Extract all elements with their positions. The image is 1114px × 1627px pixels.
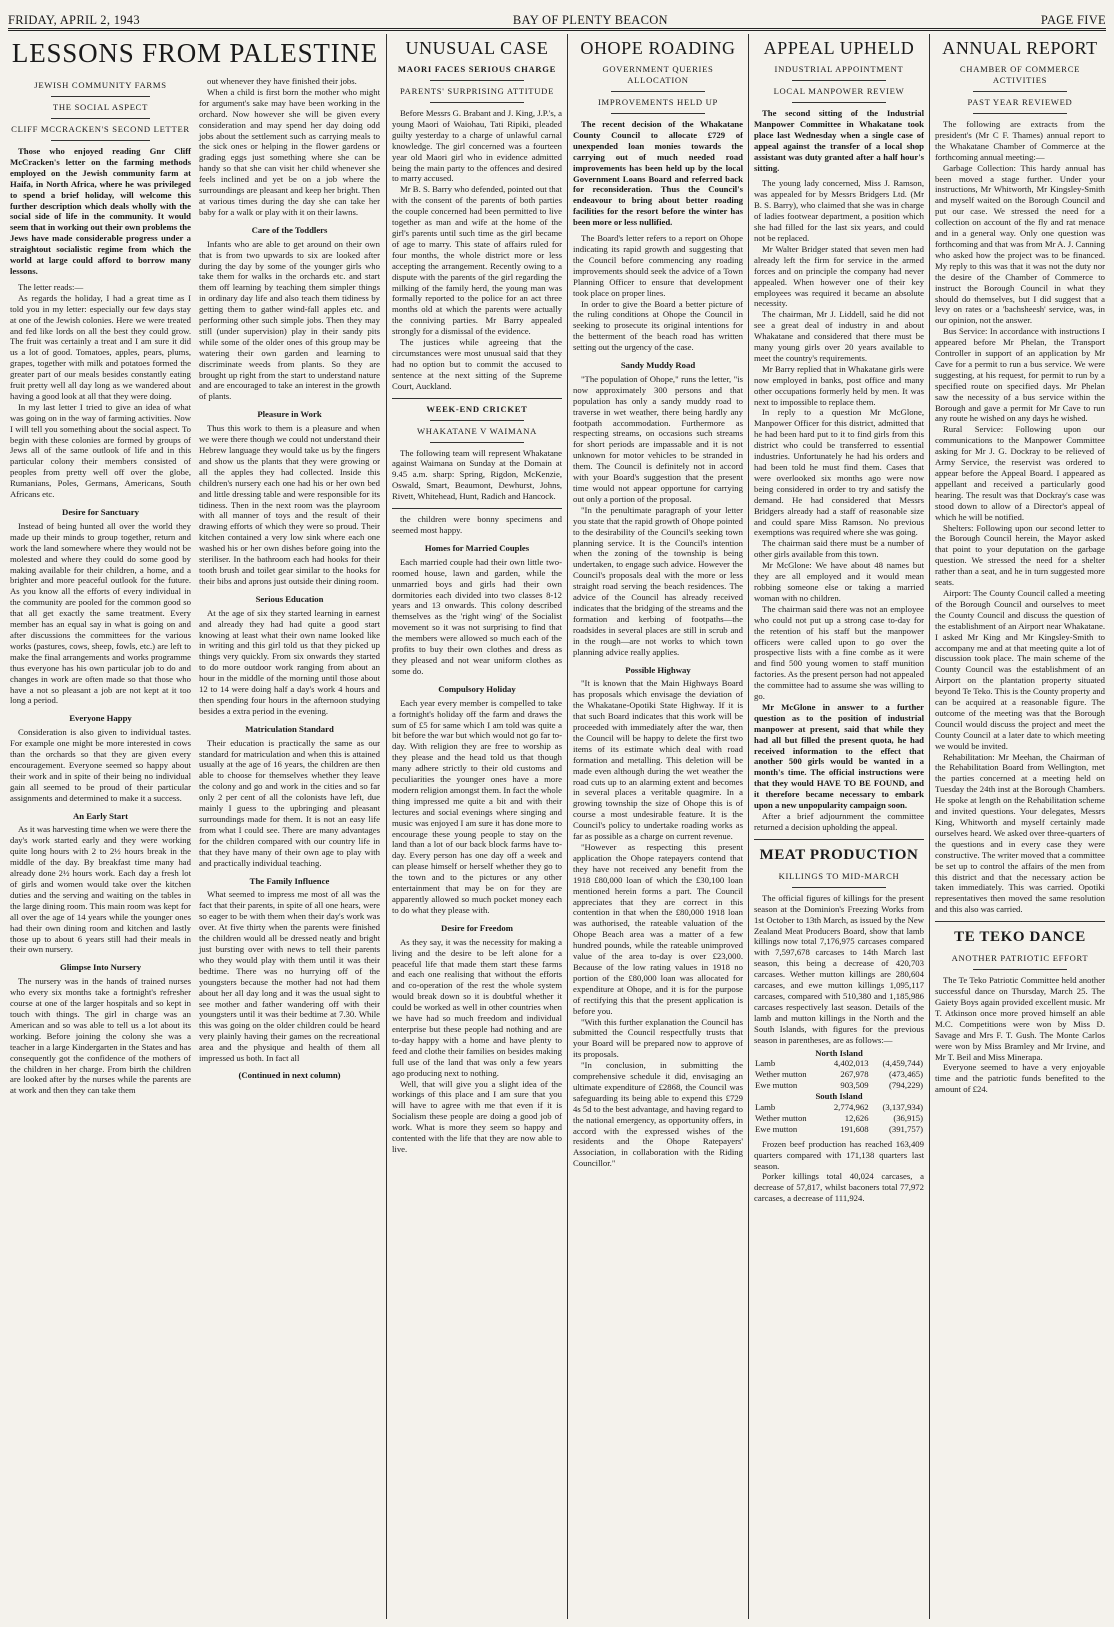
ohope-subhead-1: GOVERNMENT QUERIES ALLOCATION <box>602 64 714 85</box>
section-heading: Homes for Married Couples <box>424 542 530 553</box>
killings-row <box>754 1058 924 1069</box>
divider <box>611 91 705 92</box>
paragraph: What seemed to impress me most of all was the fact that their parents, in spite of all one hears, were so eager to be with them when their day's work was over. At five thirty when the parents were finished the children would all be dressed neatly and bright just bursting over with news to tell their parents who they would play with them until it was their bedtime. There was no hurrying off of the youngsters because the mother had not had them about her all day long and it was the usual sight to see mother and father wandering off with their youngsters until it was their bedtime at 7.30. While this was going on the older children could be heard very plainly having their games on the recreational area and the physique and health of them all impressed us both. In fact all <box>199 889 380 1064</box>
paragraph: The Te Teko Patriotic Committee held another successful dance on Thursday, March 25. The Gaiety Boys again provided excellent music. Mr T. Atkinson once more proved himself an able M.C. Competitions were won by Miss D. Savage and Mrs F. T. Gush. The Monte Carlos were won by Miss Bramley and Mr Irvine, and Mr T. Beil and Miss Minerapa. <box>935 975 1105 1062</box>
paragraph: "It is known that the Main Highways Board has proposals which envisage the deviation of the Whakatane-Opotiki State Highway. If it is that such Board indicates that this work will be proceeded with immediately after the war, then the Council will be happy to delete the first two items of its estimate which deal with road formation and metalling. This deletion will be made even although during the wet weather the road cuts up to an alarming extent and becomes in several places a veritable quagmire. In a growing township the size of Ohope this is of course a most undesirable feature. It is the Council's policy to undertake roading works as far as possible as a charge on current revenue. <box>573 678 743 842</box>
divider <box>935 921 1105 922</box>
divider <box>430 102 524 103</box>
killings-prev: (3,137,934) <box>882 1102 923 1113</box>
divider <box>611 113 705 114</box>
section-heading: Glimpse Into Nursery <box>59 962 142 973</box>
divider <box>973 91 1067 92</box>
divider <box>792 887 886 888</box>
paragraph: The chairman said there must be a number of other girls available from this town. <box>754 538 924 560</box>
column-rule <box>567 34 568 1619</box>
paragraph: Shelters: Following upon our second letter to the Borough Council herein, the Mayor asked that point to your deputation on the garbage question. We stressed the need for a shelter rather than a seat, and he in turn suggested more seats. <box>935 522 1105 588</box>
annual-subhead-2: PAST YEAR REVIEWED <box>967 97 1073 107</box>
divider <box>392 508 562 509</box>
paragraph: As it was harvesting time when we were there the day's work started early and they were working quite long hours with 2 to 2½ hours break in the middle of the day. By breakfast time many had already done 2½ hours work. Each day a fresh lot of girls and women would take over the kitchen duties and the serving and waiting on the tables in the large dining room. This main room was kept for all over the age of 14 years while the younger ones had their own dining room and kitchen and lastly those up to about 6 years still had their meals in their own nursery. <box>10 824 191 955</box>
paragraph: In order to give the Board a better picture of the ruling conditions at Ohope the Council in seeking to prosecute its original intentions for the betterment of the beach road has written setting out the urgency of the case. <box>573 298 743 353</box>
killings-value: 191,608 <box>840 1123 869 1134</box>
killings-row <box>754 1124 924 1135</box>
ohope-headline: OHOPE ROADING <box>580 38 736 58</box>
killings-value: 12,626 <box>844 1112 869 1123</box>
paragraph: As they say, it was the necessity for making a living and the desire to be left alone for a peaceful life that made them start these farms and each one realising that without the efforts and co-operation of the rest the whole system would break down so it is doubtful whether it could be worked as well in other countries when we have had so much freedom and individual enterprise but these people had nothing and are to-day happy with a home and have plenty to feed and clothe their families on besides making full use of the land that was only a few years ago producing next to nothing. <box>392 936 562 1078</box>
section-heading: Care of the Toddlers <box>251 224 328 235</box>
paragraph: The chairman, Mr J. Liddell, said he did not see a great deal of industry in and about Whakatane and considered that there must be many young girls over 20 years available to meet the country's requirements. <box>754 309 924 363</box>
paragraph: Garbage Collection: This hardy annual has been moved a stage further. Under your instructions, Mr Whitworth, Mr Kingsley-Smith and myself waited on the Borough Council and put our case. We stressed the need for a collection on account of the fly and rat menace and in a general way. Only one question was forthcoming and that was from Mr A. J. Canning who asked how the project was to be financed. My reply to this was that it was not the duty nor the desire of the Chamber of Commerce to instruct the Borough Council in what they should do themselves, but I did suggest that a levy on rates or a 'bachsheesh' service, was, in our opinion, not the answer. <box>935 162 1105 326</box>
section-heading: Everyone Happy <box>69 713 132 724</box>
killings-row <box>754 1102 924 1113</box>
column-rule <box>748 34 749 1619</box>
killings-prev: (391,757) <box>888 1123 923 1134</box>
palestine-subhead-2: THE SOCIAL ASPECT <box>52 102 149 112</box>
palestine-col-2 <box>199 76 380 1096</box>
meat-headline: MEAT PRODUCTION <box>759 846 919 863</box>
south-island-label: South Island <box>815 1091 863 1102</box>
ohope-lead: The recent decision of the Whakatane County Council to allocate £729 of unexpended loan monies towards the carrying out of much needed road improvements has been held up by the local Government Loans Board and referred back for reconsideration. Thus the Council's endeavour to bring about better roading facilities for the resort before the winter has been more or less nullified. <box>573 119 743 228</box>
palestine-lead: Those who enjoyed reading Gnr Cliff McCracken's letter on the farming methods employed on the Jewish community farm at Haifa, in North Africa, where he was privileged to spend a brief holiday, will welcome this further description which deals wholly with the social side of life in the community. It would seem that in working out their own problems the Jews have made considerable progress under a straightout socialistic regime from which the world at large could afford to borrow many lessons. <box>10 146 191 276</box>
paragraph: The official figures of killings for the present season at the Dominion's Freezing Works from 1st October to 13th March, as issued by the New Zealand Meat Producers Board, show that lamb killings now total 7,176,975 carcases compared with 7,597,678 carcases to 14th March last season, this being a decrease of 420,703 carcases. Wether mutton killings are 280,604 carcases, and ewe mutton killings 1,095,117 carcases, compared with 510,380 and 1,185,986 carcases respectively last season. Details of the lamb and mutton killings in the North and the South Islands, with figures for the previous season in parentheses, are as follows:— <box>754 892 924 1045</box>
paper-name: BAY OF PLENTY BEACON <box>512 13 668 27</box>
paragraph: "In the penultimate paragraph of your letter you state that the rapid growth of Ohope pointed to the desirability of the Council's seeking town planning service. It is the Council's intention when the zoning of the township is being undertaken, to engage such advice. However the Council's proposals deal with the more or less straight road serving the beach residences. The advice of the Council has already received indicates that the bridging of the streams and the formation and kerbing of footpaths—the roadsides in several places are still in scrub and in the rough—are not works to which town planning advice really applies. <box>573 504 743 657</box>
unusual-case-headline: UNUSUAL CASE <box>405 38 549 58</box>
paragraph: The Board's letter refers to a report on Ohope indicating its rapid growth and suggesting that the Council before commencing any roading improvements should seek the advice of a Town Planning Officer to ensure that development took place on proper lines. <box>573 233 743 298</box>
paragraph: Everyone seemed to have a very enjoyable time and the patriotic funds benefited to the amount of £24. <box>935 1062 1105 1095</box>
paragraph: The nursery was in the hands of trained nurses who every six months take a fortnight's refresher course at one of the larger hospitals and so kept in touch with things. The girl in charge was an American and so was able to tell us a lot about its working. Before joining the colony she was a teacher in a large Kindergarten in the States and has consequently got the confidence of the mothers of the children in her charge. From birth the children are looked after by the nurses while the parents are at work and then they can take them <box>10 976 191 1096</box>
divider <box>792 102 886 103</box>
killings-value: 4,402,013 <box>833 1058 869 1069</box>
divider <box>754 839 924 840</box>
paragraph: The young lady concerned, Miss J. Ramson, was appealed for by Messrs Bridgers Ltd. (Mr B. S. Barry), who claimed that she was in charge of ladies footwear department, a position which she had filled for the last six years, and could not be replaced. <box>754 178 924 243</box>
killings-value: 2,774,962 <box>833 1102 869 1113</box>
killings-item: Lamb <box>755 1058 776 1069</box>
paragraph: The letter reads:— <box>18 281 84 292</box>
paragraph: The following team will represent Whakatane against Waimana on Sunday at the Domain at 9.45 a.m. sharp: Spring, Rigdon, McKenzie, Oswald, Smart, Beaumont, Dewhurst, Johns, Rivett, Whitehead, Hunt, Radich and Hancock. <box>392 447 562 502</box>
paragraph: Each year every member is compelled to take a fortnight's holiday off the farm and draws the sum of £5 for same which I am told was quite a bit before the war but which would not go far to-day. With religion they are free to worship as they please and the head told us that though many adhere strictly to their old customs and peculiarities the younger ones have a more modern religion amongst them. In fact the whole thing impressed me quite a bit and with their lectures and social evenings where singing and music was enjoyed I am sure it has done more to encourage these young people to stay on the land than a lot of our back block farms have to-day. Every person has one day off a week and can please himself or herself whether they go to the town and to the pictures or any other entertainment that may be on for they are apparently allowed so much pocket money each to do what they please with. <box>392 697 562 915</box>
paragraph: Porker killings total 40,024 carcases, a decrease of 57,817, whilst baconers total 77,972 carcases, a decrease of 111,924. <box>754 1171 924 1204</box>
paragraph: "In conclusion, in submitting the comprehensive schedule it did, envisaging an ultimate expenditure of £2868, the Council was safeguarding its being able to expend this £729 4s 5d to the best advantage, and having regard to the national emergency, as opportunity offers, in accord with the expressed wishes of the residents and the Ohope Ratepayers' Association, in collaboration with the Riding Councillor." <box>573 1060 743 1169</box>
masthead <box>8 6 1106 28</box>
paragraph: "With this further explanation the Council has submitted the Council respectfully trusts that your Board will be prepared now to approve of its proposals. <box>573 1016 743 1060</box>
paragraph: out whenever they have finished their jobs. <box>207 76 357 86</box>
appeal-lead: The second sitting of the Industrial Manpower Committee in Whakatane took place last Wednesday when a single case of appeal against the transfer of a local shop assistant was duty granted after a half hour's sitting. <box>754 108 924 173</box>
divider <box>430 80 524 81</box>
cricket-subhead: WHAKATANE V WAIMANA <box>416 425 538 436</box>
paragraph: Mr Barry replied that in Whakatane girls were now employed in banks, post office and many other occupations formerly held by men. It was next to impossible to replace them. <box>754 363 924 407</box>
paragraph: Their education is practically the same as our standard for matriculation and when this is attained usually at the age of 16 years, the children are then able to choose for themselves whether they leave the colony and go and work in the cities and so far only 2 per cent of all the colonists have left, due mainly I guess to the upbringing and pleasant surroundings made for them. It is not an easy life from what I could see. There are many advantages for the children compared with our country life in that they have many of their own age to play with and practically individual teaching. <box>199 737 380 868</box>
appeal-headline: APPEAL UPHELD <box>763 38 915 58</box>
column-5 <box>754 34 924 1619</box>
appeal-subhead-1: INDUSTRIAL APPOINTMENT <box>774 64 904 74</box>
paragraph: Instead of being hunted all over the world they made up their minds to group together, return and work the land somewhere where they would not be molested and where they could do some good by making available for their children, a home, and a brighter and more peaceful outlook for the future. As you know all the efforts of every individual in the community are pooled for the common good so that all get exactly the same treatment. Every member has an equal say in what is going on and after discussions the committees for the various works (pastures, cows, sheep, fowls, etc.) are left to make the final arrangements and works programme thus everyone has his own particular job to do and changes in work are often made so that those who have a not so pleasant a job are not kept at it too long a period. <box>10 520 191 706</box>
section-heading: The Family Influence <box>249 875 330 886</box>
annual-report-headline: ANNUAL REPORT <box>942 38 1098 58</box>
page-number: PAGE FIVE <box>1040 13 1106 27</box>
paragraph: the children were bonny specimens and seemed most happy. <box>392 514 562 535</box>
divider <box>973 113 1067 114</box>
meat-subhead: KILLINGS TO MID-MARCH <box>778 870 900 881</box>
te-teko-headline: TE TEKO DANCE <box>954 929 1086 946</box>
paragraph: Well, that will give you a slight idea of the workings of this place and I am sure that you will have to agree with me that even if it is Socialism these people are doing a good job of work. What is more they seem so happy and contented with the life that they are now able to live. <box>392 1078 562 1154</box>
paragraph: Thus this work to them is a pleasure and when we were there though we could not understand their Hebrew language they would take us by the fingers and show us the plants that they were growing or all the apples they had collected. Inside this children's nursery each one had his or her own bed and little dressing table and were responsible for its tidiness. Then in the next room was the playroom with all manner of toys and the result of their drawing efforts of which they were so proud. Their kitchen contained a very low sink where each one washed his or her own dishes before going into the steriliser. In the bathroom each had hooks for their tooth brush and toilet gear similar to the hooks for their bibs and aprons just outside their dining room. <box>199 423 380 586</box>
section-heading: Compulsory Holiday <box>438 683 516 694</box>
paragraph: Consideration is also given to individual tastes. For example one might be more interested in cows than the orchards so that they are given every encouragement. Everyone seemed so happy about their work and in spite of their being no individual gain all seemed to be proud of their particular assignments and determined to make it a success. <box>10 727 191 803</box>
killings-value: 267,978 <box>840 1069 869 1080</box>
divider <box>51 140 151 141</box>
section-heading: Pleasure in Work <box>257 409 322 420</box>
paragraph: Each married couple had their own little two-roomed house, lawn and garden, while the unmarried boys and girls had their own dormitories each divided into two classes 8-12 years and 13 onwards. This colony described themselves as the 'right wing' of the Socialist movement so it was not surprising to find that the members were allowed so much each of the profits to buy their own clothes and dress as they pleased and not wear uniform clothes as some do. <box>392 556 562 676</box>
paragraph: "However as respecting this present application the Ohope ratepayers contend that they have not received any benefit from the 1918 £80,000 loan of which the £30,100 loan mentioned herein forms a part. The Council appreciates that they are correct in this contention in that when the £80,000 1918 loan was authorised, the rateable valuation of the Ohope Beach area was a matter of a few hundred pounds, while the rateable unimproved value of the area to-day is over £23,000. Because of the low rating values in 1918 no portion of the £80,000 loan was allocated for expenditure at Ohope, and it is for the purpose of rectifying this that the present application is before you. <box>573 842 743 1016</box>
palestine-subhead-1: JEWISH COMMUNITY FARMS <box>34 80 167 90</box>
divider <box>392 398 562 399</box>
divider <box>792 80 886 81</box>
killings-item: Wether mutton <box>755 1112 807 1123</box>
masthead-rule <box>8 28 1106 31</box>
appeal-subhead-2: LOCAL MANPOWER REVIEW <box>773 86 905 96</box>
section-heading: Serious Education <box>255 593 324 604</box>
section-heading: Sandy Muddy Road <box>620 360 696 371</box>
north-island-label: North Island <box>815 1047 863 1058</box>
killings-table <box>754 1048 924 1135</box>
paragraph: The following are extracts from the president's (Mr C F. Thames) annual report to the Whakatane Chamber of Commerce at the forthcoming annual meeting:— <box>935 119 1105 162</box>
palestine-headline: LESSONS FROM PALESTINE <box>11 38 379 68</box>
section-heading: An Early Start <box>72 810 129 821</box>
paragraph: Mr B. S. Barry who defended, pointed out that with the consent of the parents of both parties the couple concerned had been permitted to live together as man and wife at the home of the girl's parents until such time as the girl became of age to marry. This state of affairs ruled for four months, the whole district more or less accepting the arrangement. Recently owing to a dispute with the parents of the girl regarding the milking of the family herd, the young man was formally reported to the police for an act three months old at which the parents were actually the conniving parties. Mr Barry appealed strongly for a dismissal of the evidence. <box>392 184 562 337</box>
cricket-headline: WEEK-END CRICKET <box>426 403 528 414</box>
column-rule <box>386 34 387 1619</box>
paragraph: Bus Service: In accordance with instructions I appeared before Mr Phelan, the Transport Controller in support of an application by Mr Cave for a permit to run a bus service. We were suggesting, at his request, for permit to run by a specified route on specified days. Mr Phelan saw the necessity of a bus service within the Borough and gave a permit for Mr Cave to run any route he wished on any days he wished. <box>935 326 1105 424</box>
paragraph: Airport: The County Council called a meeting of the Borough Council and ourselves to meet the County Council and discuss the question of the establishment of an Airport near Whakatane. I asked Mr King and Mr Kingsley-Smith to accompany me and at that meeting quite a lot of discussion took place. The main scheme of the County Council was the establishment of an Airport on the plantation property situated beyond Te Teko. This is the County property and can be acquired at a reasonable figure. The outcome of the meeting was that the Borough Council would discuss the project and meet the County Council at a later date to which meeting we would be invited. <box>935 587 1105 751</box>
unusual-case-subhead-2: PARENTS' SURPRISING ATTITUDE <box>399 86 555 96</box>
killings-prev: (4,459,744) <box>882 1058 923 1069</box>
divider <box>973 969 1067 970</box>
paragraph: Rural Service: Following upon our communications to the Manpower Committee asking for Mr J. G. Dockray to be relieved of Army Service, the reservist was ordered to appear before the Appeal Board. I appeared as appellant and received a particularly good hearing. The result was that Dockray's case was stood down to allow of a Director's appeal of which he will be notified. <box>935 424 1105 522</box>
section-heading: Desire for Freedom <box>441 922 513 933</box>
killings-item: Lamb <box>755 1102 776 1113</box>
continued-note: (Continued in next column) <box>238 1069 341 1080</box>
paragraph: At the age of six they started learning in earnest and already they had had quite a good start knowing at least what their own name looked like in writing and this girl told us that they picked up things very quickly. From six onwards they started to do more outdoor work ranging from about an hour in the middle of the morning until those about 12 to 14 were doing half a day's work 4 hours and then spending four hours in the afternoon studying besides a extra period in the evening. <box>199 607 380 716</box>
palestine-col-1 <box>10 76 191 1096</box>
paragraph: Frozen beef production has reached 163,409 quarters compared with 171,138 quarters last season. <box>754 1138 924 1171</box>
killings-item: Wether mutton <box>755 1069 807 1080</box>
column-6 <box>935 34 1105 1619</box>
paragraph: The chairman said there was not an employee who could not put up a strong case to-day for the retention of his staff but the manpower officers were called upon to go over the prospective lists with a fine combe as it were and find 500 young women to staff munition factories. As the present person had not appealed the committee had to assume she was willing to go. <box>754 603 924 702</box>
killings-prev: (794,229) <box>888 1080 923 1091</box>
killings-row <box>754 1113 924 1124</box>
paragraph: In my last letter I tried to give an idea of what was going on in the way of farming activities. Now I will tell you something about the social aspect. To begin with these colonies are formed by groups of Jews all of the same outlook of life and in this particular colony their members consisted of peoples from pretty well off over the globe, Rumanians, Poles, Germans, Americans, South Africans etc. <box>10 401 191 500</box>
divider <box>51 118 151 119</box>
palestine-subhead-3: CLIFF MCCRACKEN'S SECOND LETTER <box>11 124 190 134</box>
ohope-article <box>573 34 743 1619</box>
divider <box>51 96 151 97</box>
killings-prev: (473,465) <box>888 1069 923 1080</box>
annual-subhead-1: CHAMBER OF COMMERCE ACTIVITIES <box>959 64 1081 85</box>
paragraph: As regards the holiday, I had a great time as I told you in my letter: especially our few days stay at one of the Jewish colonies. Here we were treated and fed like lords on all the best they could grow. The fruit was certainly a treat and I am sure it did us a lot of good. Tomatoes, apples, pears, plums, grapes, together with milk and potatoes formed the greater part of our meals besides constantly eating fruit pretty well all day long as we wandered about having a good look at all that they were doing. <box>10 292 191 401</box>
divider <box>430 442 524 443</box>
section-heading: Possible Highway <box>625 664 691 675</box>
paragraph: Mr Walter Bridger stated that seven men had already left the firm for service in the armed forces and on principle the company had never appealed. When however one of their key employees was required it became an absolute necessity. <box>754 243 924 309</box>
paragraph: The justices while agreeing that the circumstances were most unusual said that they had no option but to commit the accused to sentence at the next sitting of the Supreme Court, Auckland. <box>392 337 562 391</box>
killings-value: 903,509 <box>840 1080 869 1091</box>
paragraph: Infants who are able to get around on their own that is from two upwards to six are looked after during the day by some of the younger girls who take them for walks in the orchards etc. and start them off learning by teaching them simpler things in ordinary day life and also teach them tidiness by getting them to gather wind-fall apples etc. and performing other such simple jobs. Then they may still (under supervision) play in their sandy pits while some of the older ones of this group may be watering their own garden and learning to discriminate weeds from plants. So they are brought up right from the start to understand nature and are encouraged to take an interest in the growth of plants. <box>199 238 380 402</box>
issue-date: FRIDAY, APRIL 2, 1943 <box>8 13 140 27</box>
killings-item: Ewe mutton <box>755 1080 798 1091</box>
paragraph: In reply to a question Mr McGlone, Manpower Officer for this district, admitted that he had been hard put to it to find girls from this district who could be transferred to essential industries. Unfortunately he had his orders and had been told he must find them. Cases that were overlooked six months ago were now being considered in order to try and satisfy the demand. He had considered that Messrs Bridgers already had a staff of reasonable size and could spare Miss Ramson. No previous exemptions was required where she was going. <box>754 407 924 538</box>
paragraph: Before Messrs G. Brabant and J. King, J.P.'s, a young Maori of Waiohau, Tati Ripiki, pleaded guilty yesterday to a charge of unlawful carnal knowledge. The girl concerned was a fourteen year old Maori girl who in evidence admitted being the main party to the offences and desired to marry accused. <box>392 108 562 184</box>
paragraph: When a child is first born the mother who might for argument's sake may have been working in the orchard. Now however she will be given every consideration and may spend her day doing odd jobs about the settlement such as carrying meals to the sick ones or helping in the flower gardens or grading eggs just something where she can be handy so that she can visit her child whenever she feels inclined and yet be on a job where the surroundings are pleasant and keep her bright. Then at various times during the day she can take her baby for a walk or play with it on their lawns. <box>199 86 380 217</box>
palestine-article <box>10 34 380 1619</box>
killings-row <box>754 1080 924 1091</box>
paragraph: After a brief adjournment the committee returned a decision upholding the appeal. <box>754 811 924 832</box>
killings-prev: (36,915) <box>893 1112 923 1123</box>
column-rule <box>929 34 930 1619</box>
killings-item: Ewe mutton <box>755 1123 798 1134</box>
killings-row <box>754 1069 924 1080</box>
unusual-case-subhead-1: MAORI FACES SERIOUS CHARGE <box>397 64 557 74</box>
paragraph: Mr McGlone: We have about 48 names but they are all employed and it would mean robbing someone else or taking a married woman with no children. <box>754 560 924 603</box>
paragraph: "The population of Ohope," runs the letter, "is now approximately 300 persons and that population has only a sandy muddy road to traverse in wet weather, there being hardly any footpath accommodation. Furthermore as respecting streams, on occasions such streams for short periods are impassable and it is not unknown for motor vehicles to be stranded in them. The Council is definitely not in accord with your Board's suggestion that the present time would not appear opportune for carrying out only a portion of the proposal. <box>573 373 743 504</box>
column-3 <box>392 34 562 1619</box>
section-heading: Matriculation Standard <box>245 723 334 734</box>
paragraph: Rehabilitation: Mr Meehan, the Chairman of the Rehabilitation Board from Wellington, met the parties concerned at a meeting held on Tuesday the 24th inst at the Borough Chambers. He spoke at length on the Rehabilitation scheme and invited questions. Your delegates, Messrs King, Whitworth and myself certainly made ourselves heard. We asked over three-quarters of the questions and in every case they were constructive. The writer moved that a committee be set up to control the affairs of the men from this district and that the necessary action be taken immediately. This was carried. Opotiki representatives then moved the same resolution and this also was carried. <box>935 751 1105 915</box>
divider <box>430 420 524 421</box>
te-teko-subhead: ANOTHER PATRIOTIC EFFORT <box>951 953 1089 964</box>
paragraph: Mr McGlone in answer to a further question as to the position of industrial manpower at present, said that while they had all but filled the present quota, he had received information to the effect that another 500 girls would be wanted in a month's time. The official instructions were that they would HAVE TO BE FOUND, and it therefore became necessary to embark upon a new unpopularity campaign soon. <box>754 701 924 811</box>
section-heading: Desire for Sanctuary <box>62 507 139 517</box>
ohope-subhead-2: IMPROVEMENTS HELD UP <box>598 97 718 107</box>
